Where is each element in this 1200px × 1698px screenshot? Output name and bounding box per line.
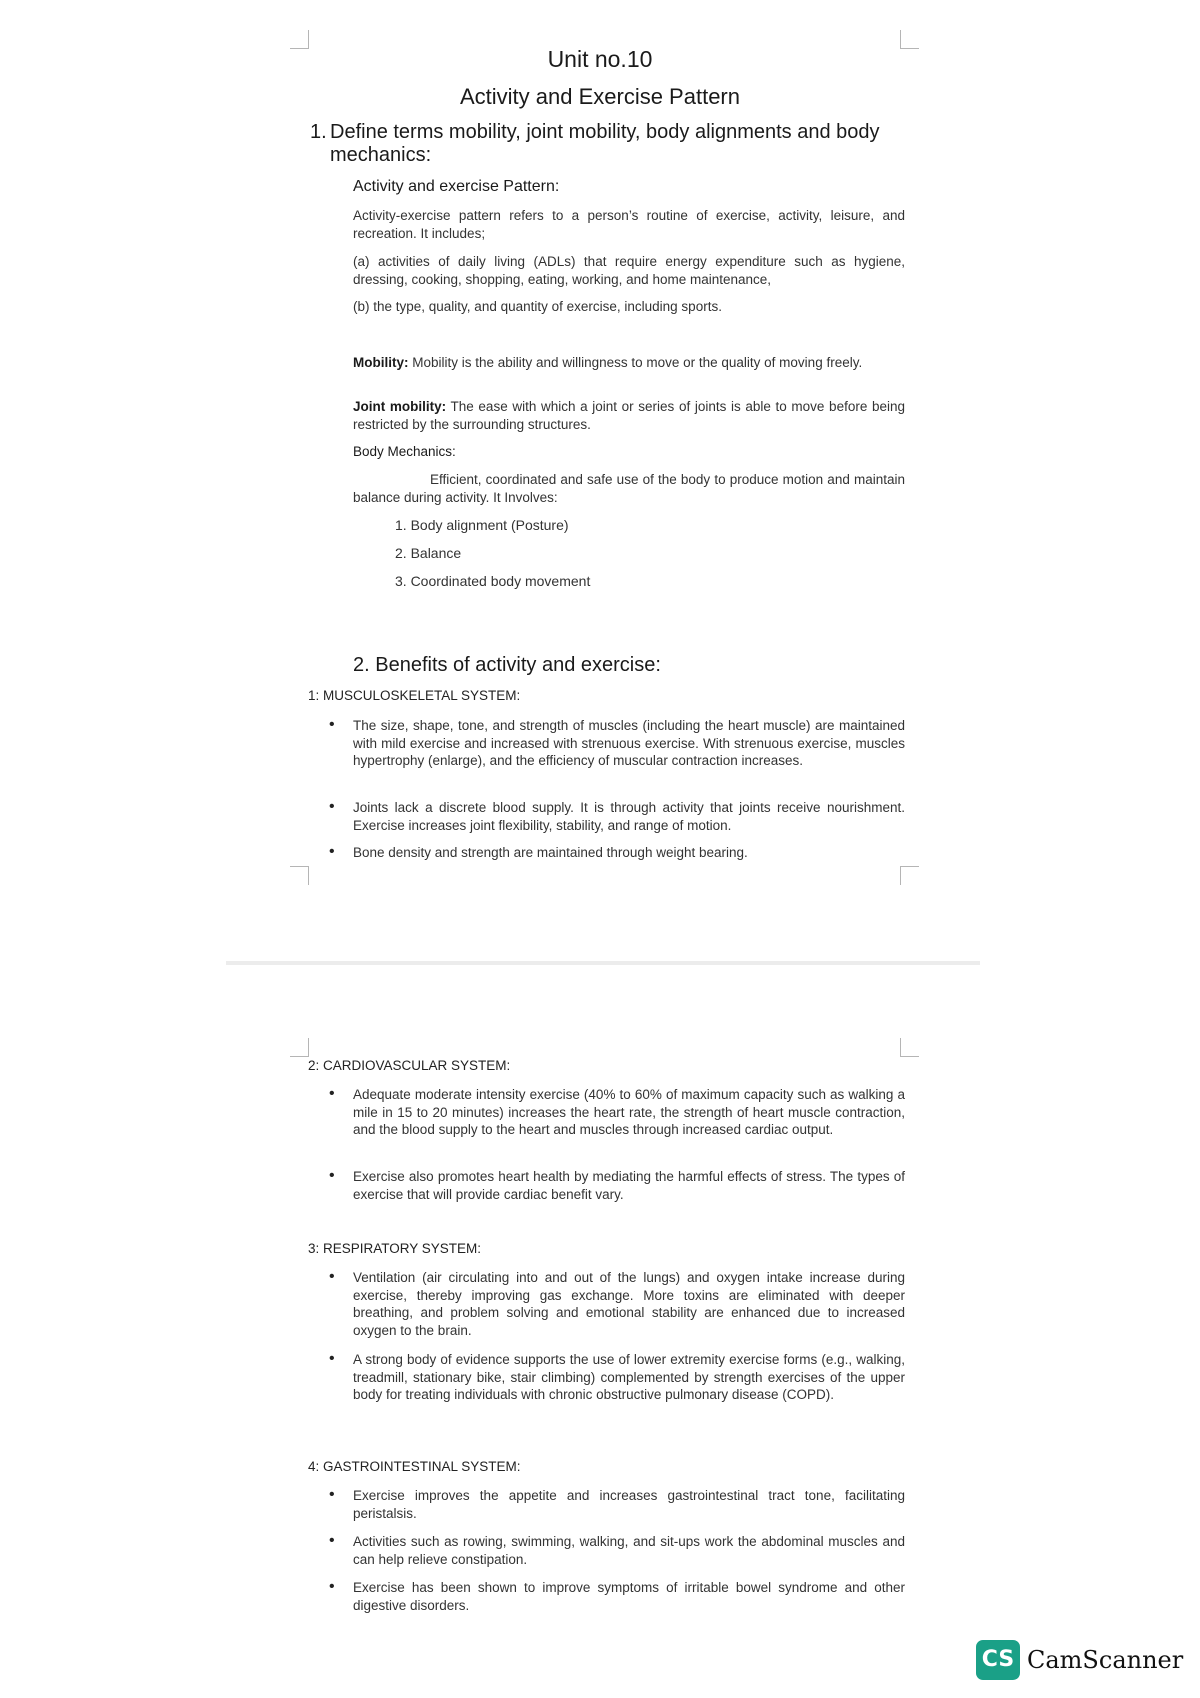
list-item: Adequate moderate intensity exercise (40% to 60% of maximum capacity such as walking a mile in 15 to 20 minutes) increases the heart rate, the strength of heart muscle contraction, and the blood supply to the heart and muscles through increased cardiac output. <box>353 1087 905 1137</box>
list-item: Exercise has been shown to improve symptoms of irritable bowel syndrome and other digestive disorders. <box>353 1580 905 1613</box>
question-2-heading: 2. Benefits of activity and exercise: <box>353 654 661 676</box>
list-item: Exercise also promotes heart health by mediating the harmful effects of stress. The types of exercise that will provide cardiac benefit vary. <box>353 1169 905 1202</box>
corner-mark <box>900 866 919 885</box>
activity-intro: Activity-exercise pattern refers to a person’s routine of exercise, activity, leisure, and recreation. It includes; <box>353 208 905 241</box>
joint-mobility-text: The ease with which a joint or series of joints is able to move before being restricted by the surrounding structures. <box>353 399 906 432</box>
list-item: Exercise improves the appetite and increases gastrointestinal tract tone, facilitating peristalsis. <box>353 1488 905 1521</box>
corner-mark <box>290 866 309 885</box>
joint-mobility-definition <box>353 398 905 433</box>
system-heading-respiratory: 3: RESPIRATORY SYSTEM: <box>308 1241 482 1256</box>
body-mechanics-heading: Body Mechanics: <box>353 444 456 459</box>
camscanner-brand: CamScanner <box>1027 1646 1184 1674</box>
bullet-marker: • <box>329 716 335 733</box>
bullet-marker: • <box>329 1532 335 1549</box>
question-text: Define terms mobility, joint mobility, body alignments and body mechanics: <box>330 121 880 166</box>
list-item: 3. Coordinated body movement <box>395 573 591 589</box>
bullet-marker: • <box>329 1578 335 1595</box>
system-heading-gastrointestinal: 4: GASTROINTESTINAL SYSTEM: <box>308 1459 521 1474</box>
mobility-text: Mobility is the ability and willingness to move or the quality of moving freely. <box>408 355 863 370</box>
adl-item: (a) activities of daily living (ADLs) that require energy expenditure such as hygiene, dressing, cooking, shopping, eating, working, and home maintenance, <box>353 254 905 287</box>
bullet-marker: • <box>329 1085 335 1102</box>
bullet-marker: • <box>329 1167 335 1184</box>
list-item: Joints lack a discrete blood supply. It is through activity that joints receive nourishment. Exercise increases joint flexibility, stability, and range of motion. <box>353 800 905 833</box>
unit-title: Activity and Exercise Pattern <box>459 84 740 109</box>
list-item: 2. Balance <box>395 545 462 561</box>
list-item: Bone density and strength are maintained through weight bearing. <box>353 845 748 860</box>
system-heading-musculoskeletal: 1: MUSCULOSKELETAL SYSTEM: <box>308 688 521 703</box>
bullet-marker: • <box>329 1268 335 1285</box>
activity-heading: Activity and exercise Pattern: <box>353 178 560 195</box>
list-item: Activities such as rowing, swimming, walking, and sit-ups work the abdominal muscles and can help relieve constipation. <box>353 1534 905 1567</box>
unit-heading: Unit no.10 <box>547 46 653 72</box>
bullet-marker: • <box>329 798 335 815</box>
mobility-definition <box>353 354 905 372</box>
bullet-marker: • <box>329 1486 335 1503</box>
list-item: 1. Body alignment (Posture) <box>395 517 569 533</box>
corner-mark <box>290 1038 309 1057</box>
corner-mark <box>900 1038 919 1057</box>
list-item: Ventilation (air circulating into and out of the lungs) and oxygen intake increase during exercise, thereby improving gas exchange. More toxins are eliminated with deeper breathing, and problem solving and emotional stability are enhanced due to increased oxygen to the brain. <box>353 1270 905 1338</box>
mobility-term: Mobility: <box>353 355 409 370</box>
bullet-marker: • <box>329 1350 335 1367</box>
list-item: A strong body of evidence supports the use of lower extremity exercise forms (e.g., walking, treadmill, stationary bike, stair climbing) complemented by strength exercises of the upper body for treating individuals with chronic obstructive pulmonary disease (COPD). <box>353 1352 905 1402</box>
exercise-item: (b) the type, quality, and quantity of exercise, including sports. <box>353 299 722 314</box>
joint-mobility-term: Joint mobility: <box>353 399 447 414</box>
bullet-marker: • <box>329 843 335 860</box>
list-item: The size, shape, tone, and strength of muscles (including the heart muscle) are maintained with mild exercise and increased with strenuous exercise. With strenuous exercise, muscles hypertrophy (enlarge), and the efficiency of muscular contraction increases. <box>353 718 905 768</box>
page-divider <box>226 961 980 965</box>
question-number: 1. <box>310 121 327 143</box>
system-heading-cardiovascular: 2: CARDIOVASCULAR SYSTEM: <box>308 1058 511 1073</box>
body-mechanics-definition: Efficient, coordinated and safe use of the body to produce motion and maintain balance during activity. It Involves: <box>353 472 905 505</box>
question-1-heading <box>310 121 905 167</box>
camscanner-logo-icon: CS <box>976 1640 1020 1680</box>
